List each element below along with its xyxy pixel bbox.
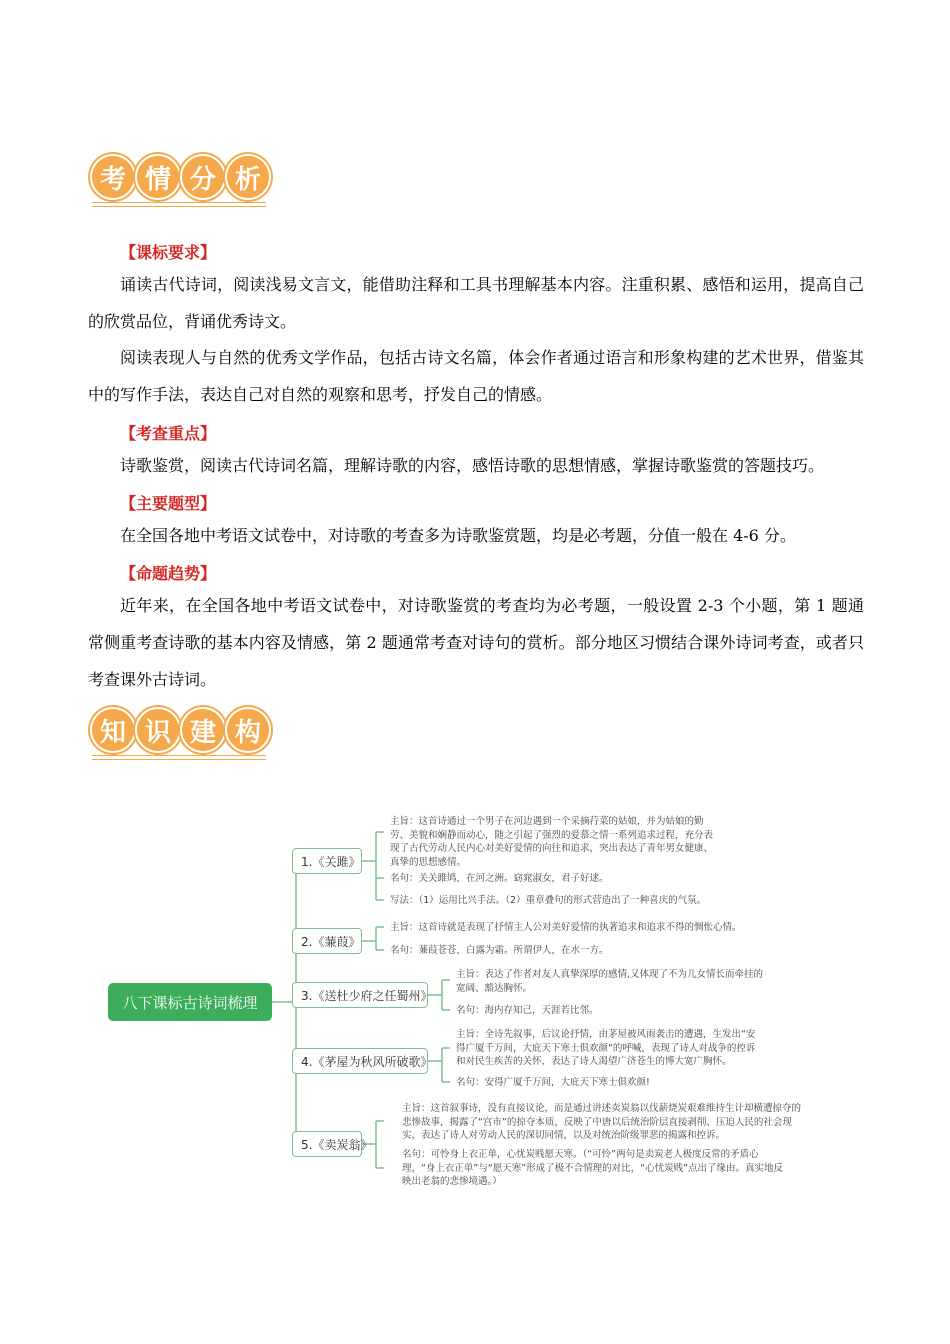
mindmap-leaf: 主旨：这首诗通过一个男子在河边遇到一个采摘荇菜的姑娘，并为姑娘的勤劳、美貌和娴静而动心，随之引起了强烈的爱慕之情一系列追求过程，充分表现了古代劳动人民内心对美好爱情的向往和追求，突出表达了青年男女健康、真挚的思想感情。 [390,816,714,868]
mindmap-leaf: 写法：（1）运用比兴手法。（2）重章叠句的形式营造出了一种喜庆的气氛。 [390,895,707,906]
mindmap-leaf: 名句：蒹葭苍苍，白露为霜。所谓伊人，在水一方。 [390,945,609,956]
paragraph: 诗歌鉴赏，阅读古代诗词名篇，理解诗歌的内容，感悟诗歌的思想情感，掌握诗歌鉴赏的答题技巧。 [120,456,825,475]
mindmap-node: 1.《关雎》 [292,848,362,874]
section-heading: 【考查重点】 [120,424,217,443]
banner-char: 知 [90,707,136,753]
mindmap-node: 2.《蒹葭》 [292,928,362,954]
section-heading: 【主要题型】 [120,494,217,513]
mindmap-leaf: 名句：海内存知己，天涯若比邻。 [456,1005,599,1016]
banner-char: 构 [225,707,271,753]
paragraph: 近年来，在全国各地中考语文试卷中，对诗歌鉴赏的考查均为必考题，一般设置 2-3 个小题，第 1 题通常侧重考查诗歌的基本内容及情感，第 2 题通常考查对诗句的赏析。部分地区习惯结合课外诗词考查，或者只考查课外古诗词。 [88,596,864,689]
paragraph: 诵读古代诗词，阅读浅易文言文，能借助注释和工具书理解基本内容。注重积累、感悟和运用，提高自己的欣赏品位，背诵优秀诗文。 [88,275,864,331]
mindmap-leaf: 名句：安得广厦千万间，大庇天下寒士俱欢颜! [456,1077,650,1088]
mindmap-leaf: 主旨：表达了作者对友人真挚深厚的感情,又体现了不为儿女情长而牵挂的宽阔、豁达胸怀。 [456,969,764,994]
mindmap-leaf: 主旨：全诗先叙事，后议论抒情，由茅屋被风雨袭击的遭遇，生发出“安得广厦千万间，大庇天下寒士俱欢颜”的呼喊，表现了诗人对战争的控诉和对民生疾苦的关怀，表达了诗人渴望广济苍生的博大宽广胸怀。 [456,1029,756,1067]
mindmap-node: 4.《茅屋为秋风所破歌》 [292,1048,428,1074]
paragraph: 阅读表现人与自然的优秀文学作品，包括古诗文名篇，体会作者通过语言和形象构建的艺术世界，借鉴其中的写作手法，表达自己对自然的观察和思考，抒发自己的情感。 [88,348,864,404]
banner-char: 考 [90,154,136,200]
paragraph: 在全国各地中考语文试卷中，对诗歌的考查多为诗歌鉴赏题，均是必考题，分值一般在 4-6 分。 [120,526,796,545]
banner-char: 建 [180,707,226,753]
mindmap-leaf: 主旨：这首叙事诗，没有直接议论，而是通过讲述卖炭翁以伐薪烧炭艰难维持生计却横遭掠夺的悲惨故事，揭露了“宫市”的掠夺本质，反映了中唐以后统治阶层直接剥削、压迫人民的社会现实，表达了诗人对劳动人民的深切同情，以及对统治阶级罪恶的揭露和控诉。 [402,1103,802,1141]
mindmap-leaf: 名句：可怜身上衣正单，心忧炭贱愿天寒。（“可怜”两句是卖炭老人极度反常的矛盾心理，“身上衣正单”与“愿天寒”形成了极不合情理的对比，“心忧炭贱”点出了缘由。真实地反映出老翁的悲惨境遇。） [402,1149,784,1187]
banner-char: 分 [180,154,226,200]
banner-char: 情 [135,154,181,200]
section-heading: 【课标要求】 [120,243,217,262]
section-heading: 【命题趋势】 [120,564,217,583]
mindmap-node: 3.《送杜少府之任蜀州》 [292,982,428,1008]
mindmap-root: 八下课标古诗词梳理 [108,983,272,1021]
mindmap-leaf: 主旨：这首诗就是表现了抒情主人公对美好爱情的执著追求和追求不得的惆怅心情。 [390,922,742,933]
mindmap-leaf: 名句：关关雎鸠，在河之洲。窈窕淑女，君子好逑。 [390,873,609,884]
banner-char: 识 [135,707,181,753]
banner-char: 析 [225,154,271,200]
mindmap-node: 5.《卖炭翁》 [292,1131,362,1157]
